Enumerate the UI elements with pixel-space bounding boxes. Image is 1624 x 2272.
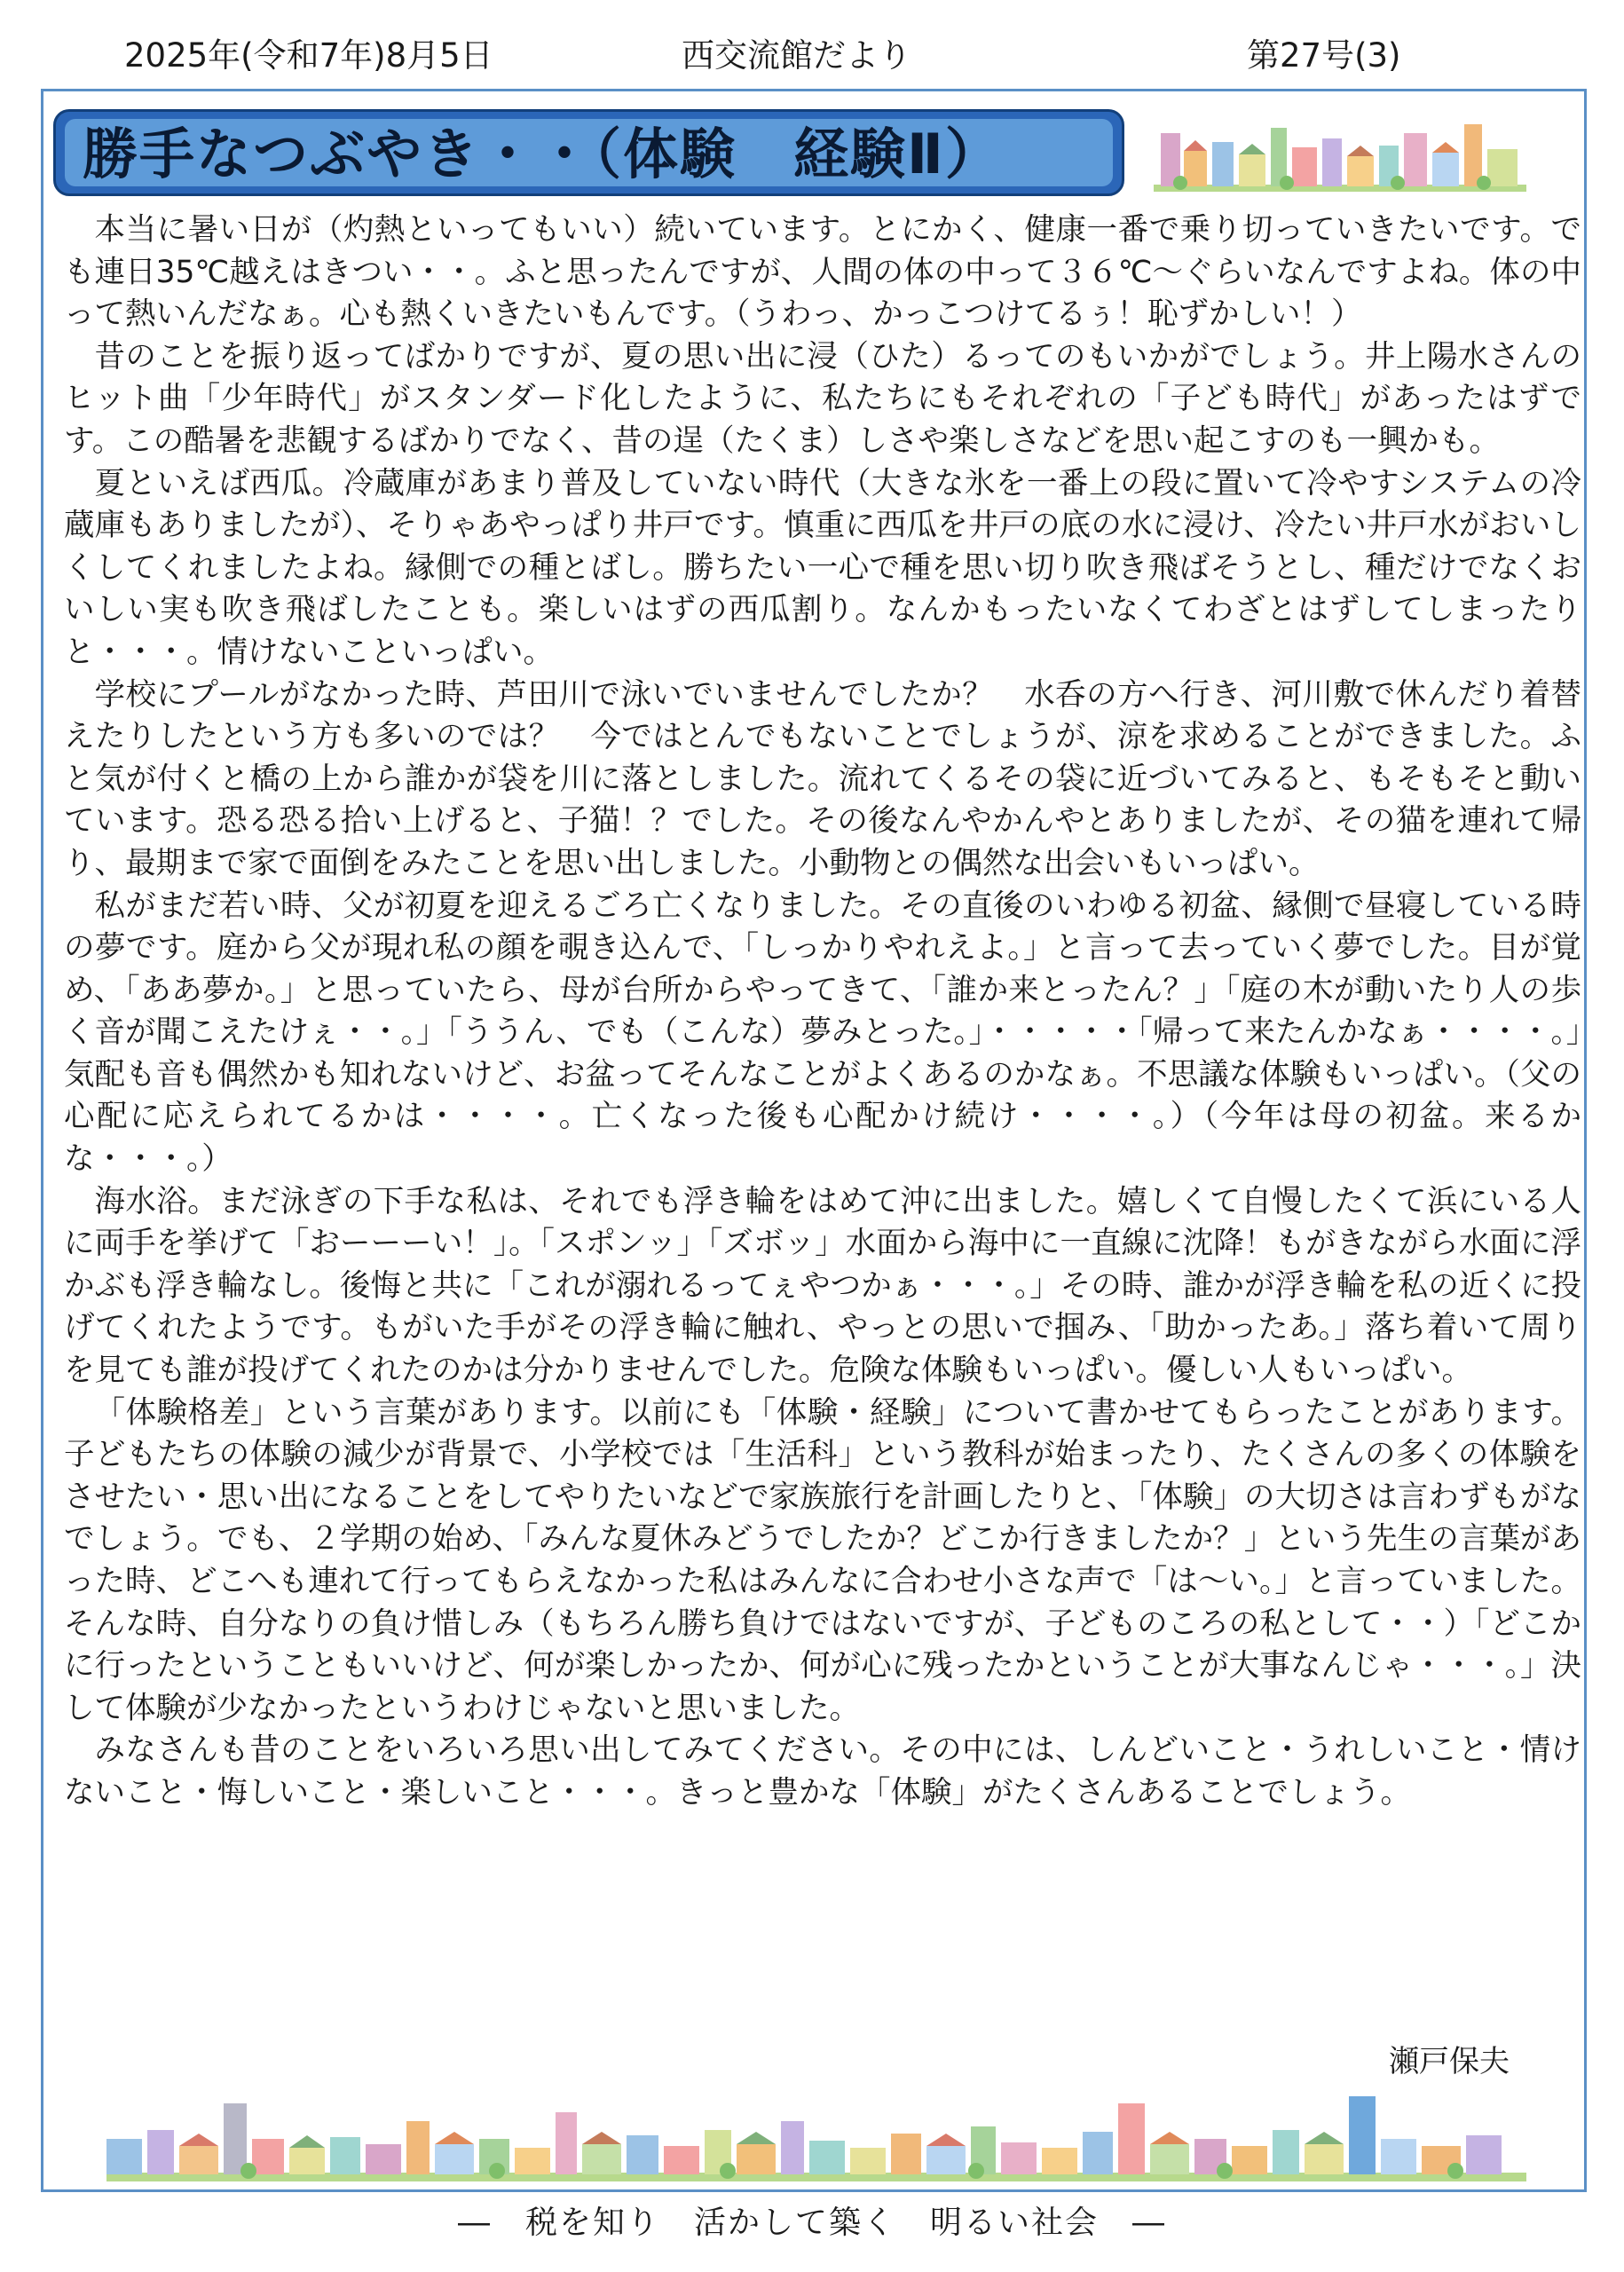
author-signature: 瀬戸保夫: [1389, 2044, 1510, 2079]
article-body: [64, 209, 1581, 1815]
header-issue-number: 第27号(3): [1247, 36, 1401, 75]
paragraph-2: 昔のことを振り返ってばかりですが、夏の思い出に浸（ひた）るってのもいかがでしょう。井上陽水さんのヒット曲「少年時代」がスタンダード化したように、私たちにもそれぞれの「子ども時代」があったはずです。この酷暑を悲観するばかりでなく、昔の逞（たくま）しさや楽しさなどを思い起こすのも一興かも。: [64, 338, 1581, 459]
paragraph-8: みなさんも昔のことをいろいろ思い出してみてください。その中には、しんどいこと・うれしいこと・情けないこと・悔しいこと・楽しいこと・・・。きっと豊かな「体験」がたくさんあることでしょう。: [64, 1732, 1581, 1810]
paragraph-5: 私がまだ若い時、父が初夏を迎えるごろ亡くなりました。その直後のいわゆる初盆、縁側で昼寝している時の夢です。庭から父が現れ私の顔を覗き込んで、「しっかりやれえよ。」と言って去っていく夢でした。目が覚め、「ああ夢か。」と思っていたら、母が台所からやってきて、「誰か来とったん？」「庭の木が動いたり人の歩く音が聞こえたけぇ・・。」「ううん、でも（こんな）夢みとった。」・・・・・「帰って来たんかなぁ・・・・。」気配も音も偶然かも知れないけど、お盆ってそんなことがよくあるのかなぁ。不思議な体験もいっぱい。（父の心配に応えられてるかは・・・・。亡くなった後も心配かけ続け・・・・。）（今年は母の初盆。来るかな・・・。）: [64, 888, 1581, 1178]
title-banner: [53, 109, 1124, 196]
header-date: 2025年(令和7年)8月5日: [124, 36, 493, 75]
paragraph-7: 「体験格差」という言葉があります。以前にも「体験・経験」について書かせてもらったことがあります。子どもたちの体験の減少が背景で、小学校では「生活科」という教科が始まったり、たくさんの多くの体験をさせたい・思い出になることをしてやりたいなどで家族旅行を計画したりと、「体験」の大切さは言わずもがなでしょう。でも、２学期の始め、「みんな夏休みどうでしたか？どこか行きましたか？」という先生の言葉があった時、どこへも連れて行ってもらえなかった私はみんなに合わせ小さな声で「は～い。」と言っていました。そんな時、自分なりの負け惜しみ（もちろん勝ち負けではないですが、子どものころの私として・・）「どこかに行ったということもいいけど、何が楽しかったか、何が心に残ったかということが大事なんじゃ・・・。」決して体験が少なかったというわけじゃないと思いました。: [64, 1394, 1581, 1726]
footer-slogan: ― 税を知り 活かして築く 明るい社会 ―: [457, 2205, 1166, 2241]
title-banner-inner: [65, 119, 1113, 186]
page-title: 勝手なつぶやき・・（体験 経験Ⅱ）: [83, 122, 1002, 186]
paragraph-3: 夏といえば西瓜。冷蔵庫があまり普及していない時代（大きな氷を一番上の段に置いて冷やすシステムの冷蔵庫もありましたが）、そりゃあやっぱり井戸です。慎重に西瓜を井戸の底の水に浸け、冷たい井戸水がおいしくしてくれましたよね。縁側での種とばし。勝ちたい一心で種を思い切り吹き飛ばそうとし、種だけでなくおいしい実も吹き飛ばしたことも。楽しいはずの西瓜割り。なんかもったいなくてわざとはずしてしまったりと・・・。情けないこといっぱい。: [64, 465, 1581, 670]
paragraph-1: 本当に暑い日が（灼熱といってもいい）続いています。とにかく、健康一番で乗り切っていきたいです。でも連日35℃越えはきつい・・。ふと思ったんですが、人間の体の中って３６℃～ぐらいなんですよね。体の中って熱いんだなぁ。心も熱くいきたいもんです。（うわっ、かっこつけてるぅ！恥ずかしい！）: [64, 212, 1581, 333]
townscape-illustration-bottom: [106, 2094, 1526, 2183]
header-newsletter-name: 西交流館だより: [682, 36, 911, 75]
paragraph-6: 海水浴。まだ泳ぎの下手な私は、それでも浮き輪をはめて沖に出ました。嬉しくて自慢したくて浜にいる人に両手を挙げて「おーーーい！」。「スポンッ」「ズボッ」水面から海中に一直線に沈降！もがきながら水面に浮かぶも浮き輪なし。後悔と共に「これが溺れるってぇやつかぁ・・・。」その時、誰かが浮き輪を私の近くに投げてくれたようです。もがいた手がその浮き輪に触れ、やっとの思いで掴み、「助かったあ。」落ち着いて周りを見ても誰が投げてくれたのかは分かりませんでした。危険な体験もいっぱい。優しい人もいっぱい。: [64, 1183, 1581, 1389]
paragraph-4: 学校にプールがなかった時、芦田川で泳いでいませんでしたか？ 水呑の方へ行き、河川敷で休んだり着替えたりしたという方も多いのでは？ 今ではとんでもないことでしょうが、涼を求めることができました。ふと気が付くと橋の上から誰かが袋を川に落としました。流れてくるその袋に近づいてみると、もそもそと動いています。恐る恐る拾い上げると、子猫！？でした。その後なんやかんやとありましたが、その猫を連れて帰り、最期まで家で面倒をみたことを思い出しました。小動物との偶然な出会いもいっぱい。: [64, 676, 1581, 881]
townscape-illustration-top: [1154, 115, 1526, 193]
